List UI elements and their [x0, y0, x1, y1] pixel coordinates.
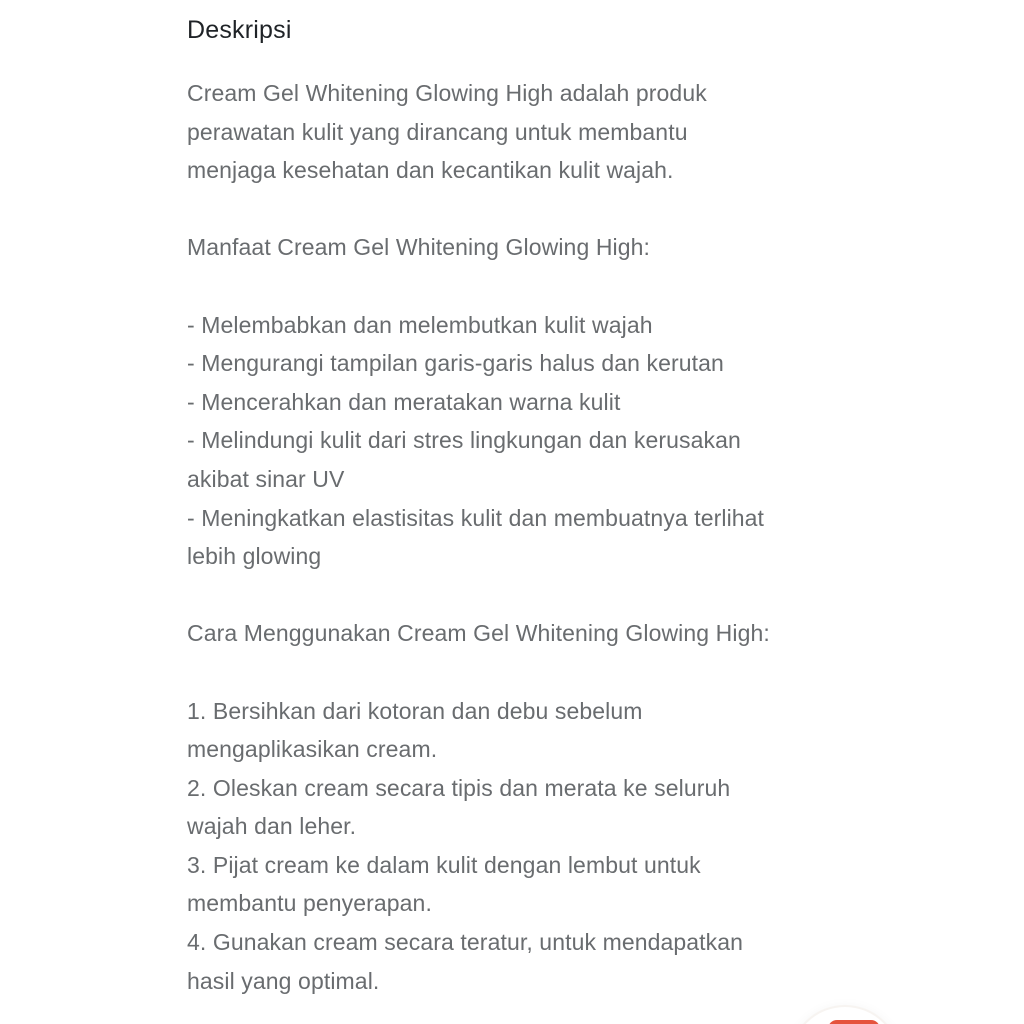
benefit-item: - Mengurangi tampilan garis-garis halus dan kerutan	[187, 350, 724, 377]
description-line: Cara Menggunakan Cream Gel Whitening Glowing High:	[187, 620, 770, 647]
benefit-item: - Melindungi kulit dari stres lingkungan dan kerusakan	[187, 427, 741, 454]
description-line: perawatan kulit yang dirancang untuk membantu	[187, 118, 688, 145]
usage-step: 2. Oleskan cream secara tipis dan merata ke seluruh	[187, 774, 731, 801]
benefit-item-continuation: lebih glowing	[187, 543, 322, 570]
benefit-item: - Meningkatkan elastisitas kulit dan membuatnya terlihat	[187, 504, 765, 531]
description-line: menjaga kesehatan dan kecantikan kulit wajah.	[187, 157, 674, 184]
intro-paragraph	[187, 74, 887, 190]
chat-icon	[828, 1020, 880, 1024]
benefits-list	[187, 306, 887, 576]
benefit-item-continuation: akibat sinar UV	[187, 465, 345, 492]
benefit-item: - Melembabkan dan melembutkan kulit wajah	[187, 311, 653, 338]
usage-step-continuation: wajah dan leher.	[187, 813, 357, 840]
benefit-item: - Mencerahkan dan meratakan warna kulit	[187, 388, 621, 415]
usage-step-continuation: hasil yang optimal.	[187, 967, 380, 994]
usage-step-continuation: mengaplikasikan cream.	[187, 736, 438, 763]
usage-step: 4. Gunakan cream secara teratur, untuk mendapatkan	[187, 929, 744, 956]
usage-step: 3. Pijat cream ke dalam kulit dengan lembut untuk	[187, 851, 701, 878]
usage-steps	[187, 692, 887, 1001]
usage-step-continuation: membantu penyerapan.	[187, 890, 432, 917]
description-line: Cream Gel Whitening Glowing High adalah produk	[187, 80, 707, 106]
usage-step: 1. Bersihkan dari kotoran dan debu sebelum	[187, 697, 643, 724]
description-line: Manfaat Cream Gel Whitening Glowing High:	[187, 234, 651, 261]
benefits-heading	[187, 228, 887, 267]
description-section	[187, 12, 887, 1000]
usage-heading	[187, 614, 887, 653]
chat-floating-button[interactable]	[789, 1005, 901, 1024]
description-title: Deskripsi	[187, 16, 292, 44]
